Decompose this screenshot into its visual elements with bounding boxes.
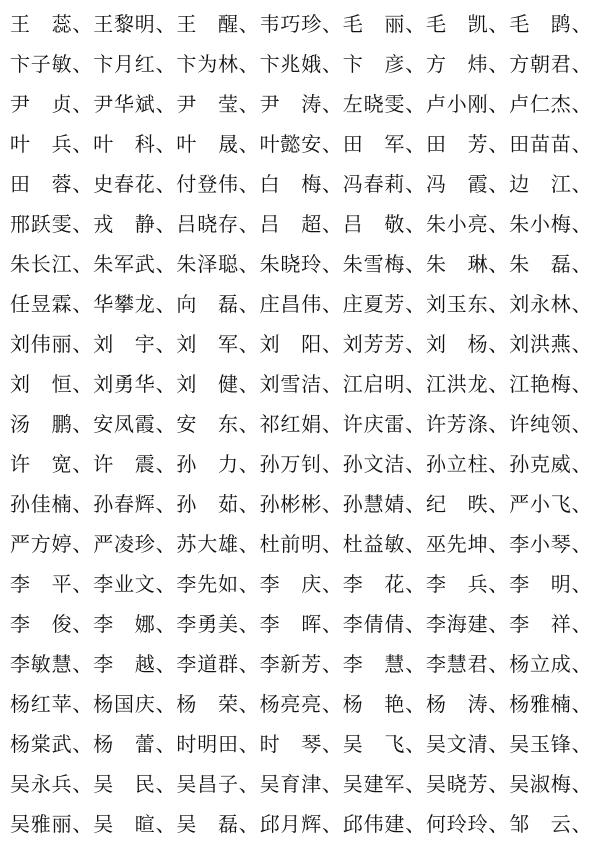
name-line: 杨棠武、杨 蕾、时明田、时 琴、吴 飞、吴文清、吴玉锋、: [10, 732, 593, 756]
name-line: 田 蓉、史春花、付登伟、白 梅、冯春莉、冯 霞、边 江、: [10, 172, 593, 196]
name-line: 叶 兵、叶 科、叶 晟、叶懿安、田 军、田 芳、田苗苗、: [10, 132, 593, 156]
name-line: 汤 鹏、安凤霞、安 东、祁红娟、许庆雷、许芳涤、许纯领、: [10, 412, 593, 436]
name-line: 李 平、李业文、李先如、李 庆、李 花、李 兵、李 明、: [10, 572, 593, 596]
name-line: 李敏慧、李 越、李道群、李新芳、李 慧、李慧君、杨立成、: [10, 652, 593, 676]
name-line: 邢跃雯、戎 静、吕晓存、吕 超、吕 敬、朱小亮、朱小梅、: [10, 212, 593, 236]
name-line: 朱长江、朱军武、朱泽聪、朱晓玲、朱雪梅、朱 琳、朱 磊、: [10, 252, 593, 276]
name-line: 杨红苹、杨国庆、杨 荣、杨亮亮、杨 艳、杨 涛、杨雅楠、: [10, 692, 593, 716]
name-line: 卞子敏、卞月红、卞为林、卞兆娥、卞 彦、方 炜、方朝君、: [10, 52, 593, 76]
name-line: 许 宽、许 震、孙 力、孙万钊、孙文洁、孙立柱、孙克威、: [10, 452, 593, 476]
name-line: 任昱霖、华攀龙、向 磊、庄昌伟、庄夏芳、刘玉东、刘永林、: [10, 292, 593, 316]
name-line: 尹 贞、尹华斌、尹 莹、尹 涛、左晓雯、卢小刚、卢仁杰、: [10, 92, 593, 116]
name-line: 吴雅丽、吴 暄、吴 磊、邱月辉、邱伟建、何玲玲、邹 云、: [10, 812, 593, 836]
name-line: 孙佳楠、孙春辉、孙 茹、孙彬彬、孙慧婧、纪 昳、严小飞、: [10, 492, 593, 516]
name-line: 李 俊、李 娜、李勇美、李 晖、李倩倩、李海建、李 祥、: [10, 612, 593, 636]
name-line: 刘伟丽、刘 宇、刘 军、刘 阳、刘芳芳、刘 杨、刘洪燕、: [10, 332, 593, 356]
name-line: 王 蕊、王黎明、王 醒、韦巧珍、毛 丽、毛 凯、毛 鹍、: [10, 12, 593, 36]
name-line: 刘 恒、刘勇华、刘 健、刘雪洁、江启明、江洪龙、江艳梅、: [10, 372, 593, 396]
name-line: 严方婷、严凌珍、苏大雄、杜前明、杜益敏、巫先坤、李小琴、: [10, 532, 593, 556]
name-line: 吴永兵、吴 民、吴昌子、吴育津、吴建军、吴晓芳、吴淑梅、: [10, 772, 593, 796]
